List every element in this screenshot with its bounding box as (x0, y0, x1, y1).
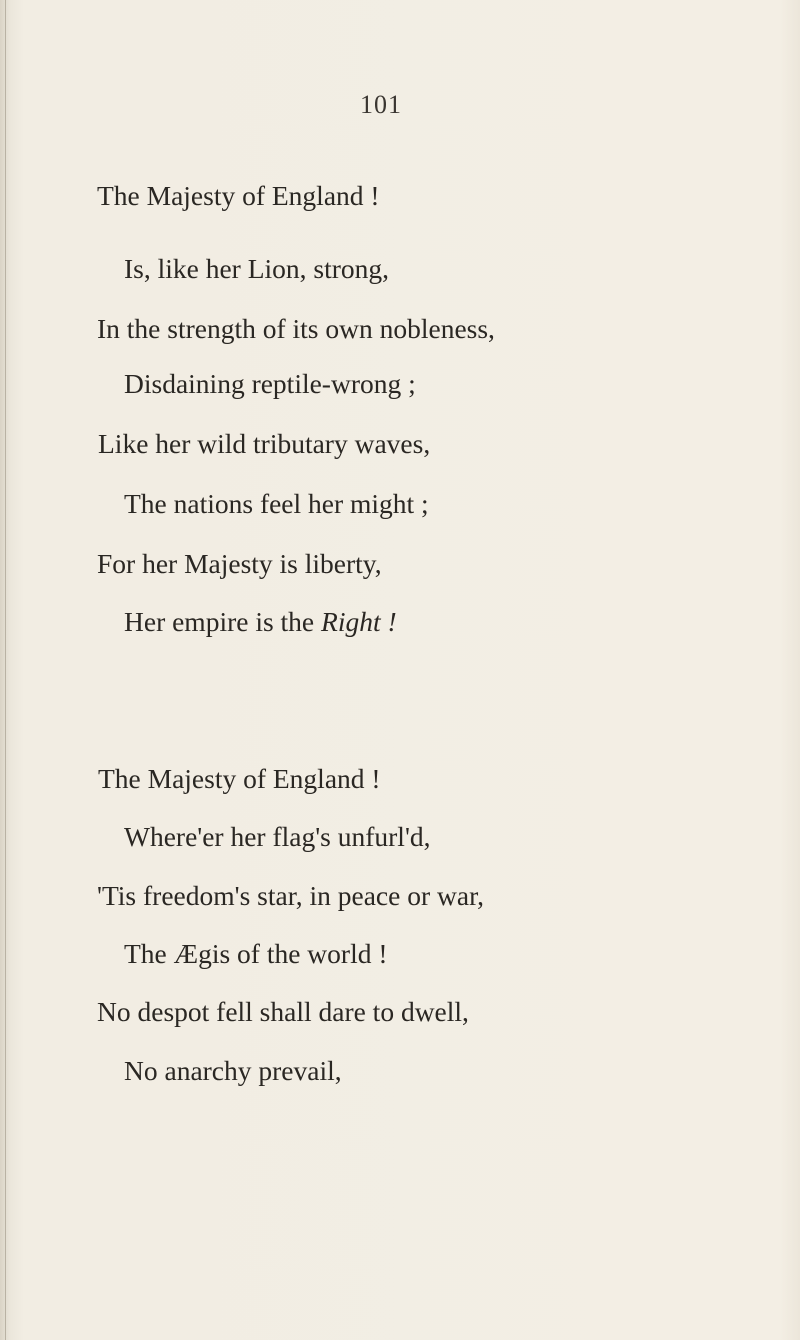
poem-line: No anarchy prevail, (124, 1055, 342, 1086)
poem-line: Like her wild tributary waves, (98, 428, 431, 459)
poem-line: No despot fell shall dare to dwell, (97, 996, 469, 1027)
poem-line: The Majesty of England ! (98, 763, 381, 794)
poem-line: For her Majesty is liberty, (97, 548, 382, 579)
poem-line: The Majesty of England ! (97, 180, 380, 211)
poem-line: In the strength of its own nobleness, (97, 313, 495, 344)
poem-line: Is, like her Lion, strong, (124, 253, 390, 284)
poem-line: 'Tis freedom's star, in peace or war, (97, 880, 485, 911)
poem-line: The nations feel her might ; (124, 488, 429, 519)
poem-line: Disdaining reptile-wrong ; (124, 368, 416, 399)
poem-line-with-italic (124, 608, 397, 636)
poem-line-text: Her empire is the (124, 606, 322, 637)
page-spine-edge (5, 0, 6, 1340)
italic-word: Right ! (321, 606, 397, 637)
poem-line: The Ægis of the world ! (124, 938, 388, 969)
page-number: 101 (360, 90, 402, 119)
poem-line: Where'er her flag's unfurl'd, (124, 821, 431, 852)
